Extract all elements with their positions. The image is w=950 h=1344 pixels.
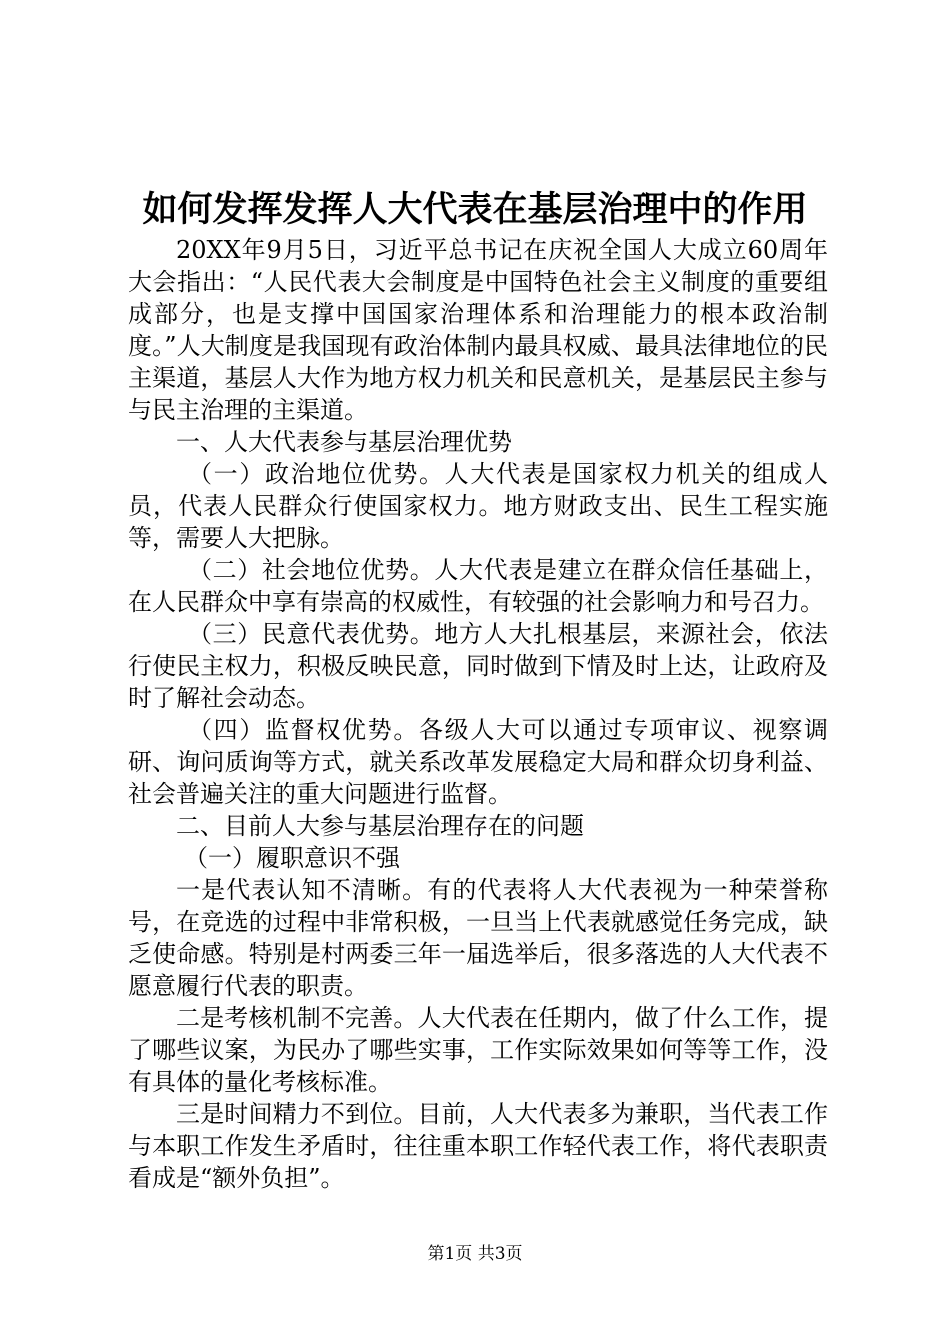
paragraph-cognition: 一是代表认知不清晰。有的代表将人大代表视为一种荣誉称号，在竞选的过程中非常积极，一旦当上代表就感觉任务完成，缺乏使命感。特别是村两委三年一届选举后，很多落选的人大代表不愿意履行代表的职责。 (128, 876, 828, 1000)
paragraph-social-status: （二）社会地位优势。人大代表是建立在群众信任基础上，在人民群众中享有崇高的权威性，有较强的社会影响力和号召力。 (128, 556, 828, 616)
page-number-footer: 第1页 共3页 (427, 1244, 523, 1264)
paragraph-assessment: 二是考核机制不完善。人大代表在任期内，做了什么工作，提了哪些议案，为民办了哪些实事，工作实际效果如何等等工作，没有具体的量化考核标准。 (128, 1004, 828, 1096)
document-body (128, 234, 828, 1194)
section-heading-1: 一、人大代表参与基层治理优势 (176, 428, 512, 456)
subsection-heading-1: （一）履职意识不强 (184, 844, 400, 872)
section-heading-2: 二、目前人大参与基层治理存在的问题 (176, 812, 584, 840)
paragraph-time-energy: 三是时间精力不到位。目前，人大代表多为兼职，当代表工作与本职工作发生矛盾时，往往重本职工作轻代表工作，将代表职责看成是“额外负担”。 (128, 1100, 828, 1192)
paragraph-public-opinion: （三）民意代表优势。地方人大扎根基层，来源社会，依法行使民主权力，积极反映民意，同时做到下情及时上达，让政府及时了解社会动态。 (128, 620, 828, 712)
intro-paragraph: 20XX年9月5日，习近平总书记在庆祝全国人大成立60周年大会指出：“人民代表大会制度是中国特色社会主义制度的重要组成部分，也是支撑中国国家治理体系和治理能力的根本政治制度。”人大制度是我国现有政治体制内最具权威、最具法律地位的民主渠道，基层人大作为地方权力机关和民意机关，是基层民主参与与民主治理的主渠道。 (128, 236, 828, 424)
document-title: 如何发挥发挥人大代表在基层治理中的作用 (142, 189, 808, 230)
paragraph-supervision: （四）监督权优势。各级人大可以通过专项审议、视察调研、询问质询等方式，就关系改革发展稳定大局和群众切身利益、社会普遍关注的重大问题进行监督。 (128, 716, 828, 808)
paragraph-political-status: （一）政治地位优势。人大代表是国家权力机关的组成人员，代表人民群众行使国家权力。地方财政支出、民生工程实施等，需要人大把脉。 (128, 460, 828, 552)
